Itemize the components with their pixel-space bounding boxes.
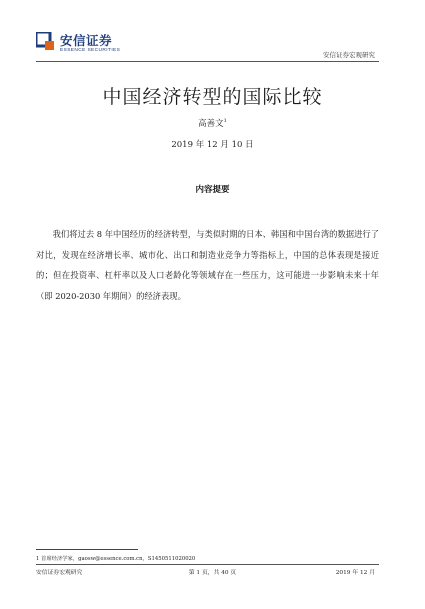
brand-name-cn: 安信证券: [60, 33, 113, 48]
footer-publisher: 安信证券宏观研究: [36, 570, 83, 576]
header-label: 安信证券宏观研究: [323, 51, 375, 59]
document-title: 中国经济转型的国际比较: [102, 86, 323, 108]
author-line: [0, 117, 425, 129]
header-divider: [36, 61, 379, 62]
brand-logo: [36, 30, 136, 56]
footer-divider: [36, 564, 379, 565]
author-footnote-mark: 1: [223, 118, 227, 125]
footer-date: 2019 年 12 月: [335, 570, 375, 576]
footer-page-number: 第 1 页，共 40 页: [188, 570, 237, 576]
author-name: 高善文: [198, 119, 224, 129]
abstract-paragraph: 我们将过去 8 年中国经历的经济转型，与类似时期的日本、韩国和中国台湾的数据进行了对比，发现在经济增长率、城市化、出口和制造业竞争力等指标上，中国的总体表现是接近的；但在投资率、杠杆率以及人口老龄化等领域存在一些压力，这可能进一步影响未来十年（即 2020-2030 年期间）的经济表现。: [36, 229, 379, 301]
essence-logo-icon: [36, 32, 54, 50]
footnote-divider: [36, 549, 138, 550]
document-date: 2019 年 12 月 10 日: [171, 140, 254, 150]
author-footnote: 1 首席经济学家，gaosw@essence.com.cn，S1450511020020: [36, 556, 196, 562]
abstract-heading: 内容提要: [195, 185, 230, 195]
brand-name-en: ESSENCE SECURITIES: [60, 48, 121, 53]
